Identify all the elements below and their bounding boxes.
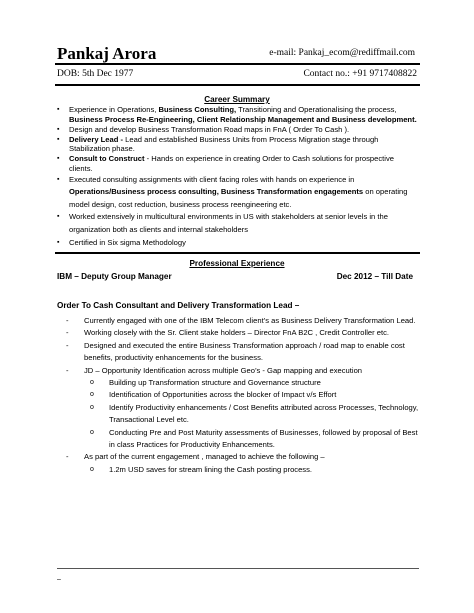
- dash-icon: -: [66, 365, 69, 375]
- experience-item: - As part of the current engagement , managed to achieve the following – o 1.2m USD saves for stream lining the Cash posting process.: [57, 451, 419, 476]
- role-title: Order To Cash Consultant and Delivery Transformation Lead –: [57, 301, 300, 310]
- experience-item: - Designed and executed the entire Business Transformation approach / road map to enable cost benefits, productivity enhancements for the business.: [66, 340, 405, 363]
- bullet-icon: ▪: [57, 135, 60, 143]
- email-line: e-mail: Pankaj_ecom@rediffmail.com: [269, 48, 415, 58]
- sub-item: o Building up Transformation structure and Governance structure: [84, 377, 419, 389]
- header-rule-top: [55, 63, 420, 65]
- dash-icon: -: [66, 340, 69, 350]
- experience-item: - Working closely with the Sr. Client stake holders – Director FnA B2C , Credit Controller etc.: [57, 327, 419, 339]
- bullet-icon: ▪: [57, 106, 60, 113]
- dash-icon: -: [66, 452, 69, 462]
- experience-item: - JD – Opportunity Identification across multiple Geo’s - Gap mapping and execution o Building up Transformation structure and Governance structure o Identification of Opportunities across the blocker of Impact v/s Effort o Identify Productivity enhancements / Cost Benefits attributed across Processes, Technology, Transactional Level etc. o Conducting Pre and Post Maturity assessments of Businesses, followed by proposal of Best in class Practices for Productivity Enhancements.: [57, 365, 419, 452]
- circle-bullet-icon: o: [90, 428, 94, 436]
- circle-bullet-icon: o: [90, 379, 94, 387]
- achievement-sublist: [84, 464, 419, 476]
- professional-experience-heading: Professional Experience: [189, 259, 285, 268]
- jd-sublist: [84, 377, 419, 451]
- experience-item: - Currently engaged with one of the IBM Telecom client’s as Business Delivery Transformation Lead.: [57, 315, 419, 327]
- footer-rule: [57, 568, 419, 569]
- bullet-icon: ▪: [57, 175, 60, 183]
- sub-item: o Identification of Opportunities across the blocker of Impact v/s Effort: [84, 389, 419, 401]
- dash-icon: -: [66, 316, 69, 325]
- company-title: IBM – Deputy Group Manager: [57, 272, 172, 281]
- experience-list: [57, 315, 419, 476]
- summary-item: ▪ Certified in Six sigma Methodology: [57, 237, 419, 249]
- circle-bullet-icon: o: [90, 403, 94, 411]
- dob-line: DOB: 5th Dec 1977: [57, 69, 134, 79]
- circle-bullet-icon: o: [90, 391, 94, 399]
- summary-item: ▪ Delivery Lead - Lead and established Business Units from Process Migration stage through Stabilization phase.: [57, 134, 379, 154]
- bullet-icon: ▪: [57, 213, 60, 221]
- circle-bullet-icon: o: [90, 465, 94, 473]
- sub-item: o 1.2m USD saves for stream lining the Cash posting process.: [84, 464, 419, 476]
- footer-mark: –: [57, 576, 61, 583]
- contact-line: Contact no.: +91 9717408822: [303, 69, 417, 79]
- summary-item: ▪ Experience in Operations, Business Consulting, Transitioning and Operationalising the process, Business Process Re-Engineering, Client Relationship Management and Business development.: [57, 105, 417, 124]
- dash-icon: -: [66, 328, 69, 338]
- summary-item: ▪ Worked extensively in multicultural environments in US with stakeholders at senior levels in the organization both as clients and internal stakeholders: [57, 212, 388, 234]
- candidate-name: Pankaj Arora: [57, 44, 157, 63]
- sub-item: o Identify Productivity enhancements / Cost Benefits attributed across Processes, Technology, Transactional Level etc.: [90, 402, 419, 425]
- summary-item: ▪ Consult to Construct - Hands on experience in creating Order to Cash solutions for prospective clients.: [57, 154, 394, 173]
- job-period: Dec 2012 – Till Date: [336, 272, 413, 281]
- summary-item: ▪ Executed consulting assignments with client facing roles with hands on experience in Operations/Business process consulting, Business Transformation engagements on operating model design, cost reduction, business process reengineering etc.: [57, 174, 408, 209]
- summary-item: ▪ Design and develop Business Transformation Road maps in FnA ( Order To Cash ).: [57, 124, 350, 134]
- career-summary-heading: Career Summary: [204, 95, 270, 104]
- bullet-icon: ▪: [57, 125, 60, 133]
- section-rule: [55, 252, 420, 254]
- sub-item: o Conducting Pre and Post Maturity assessments of Businesses, followed by proposal of Best in class Practices for Productivity Enhancements.: [90, 427, 418, 450]
- career-summary-list: [57, 105, 419, 249]
- bullet-icon: ▪: [57, 155, 60, 163]
- bullet-icon: ▪: [57, 238, 60, 246]
- header-rule-bottom: [55, 84, 420, 86]
